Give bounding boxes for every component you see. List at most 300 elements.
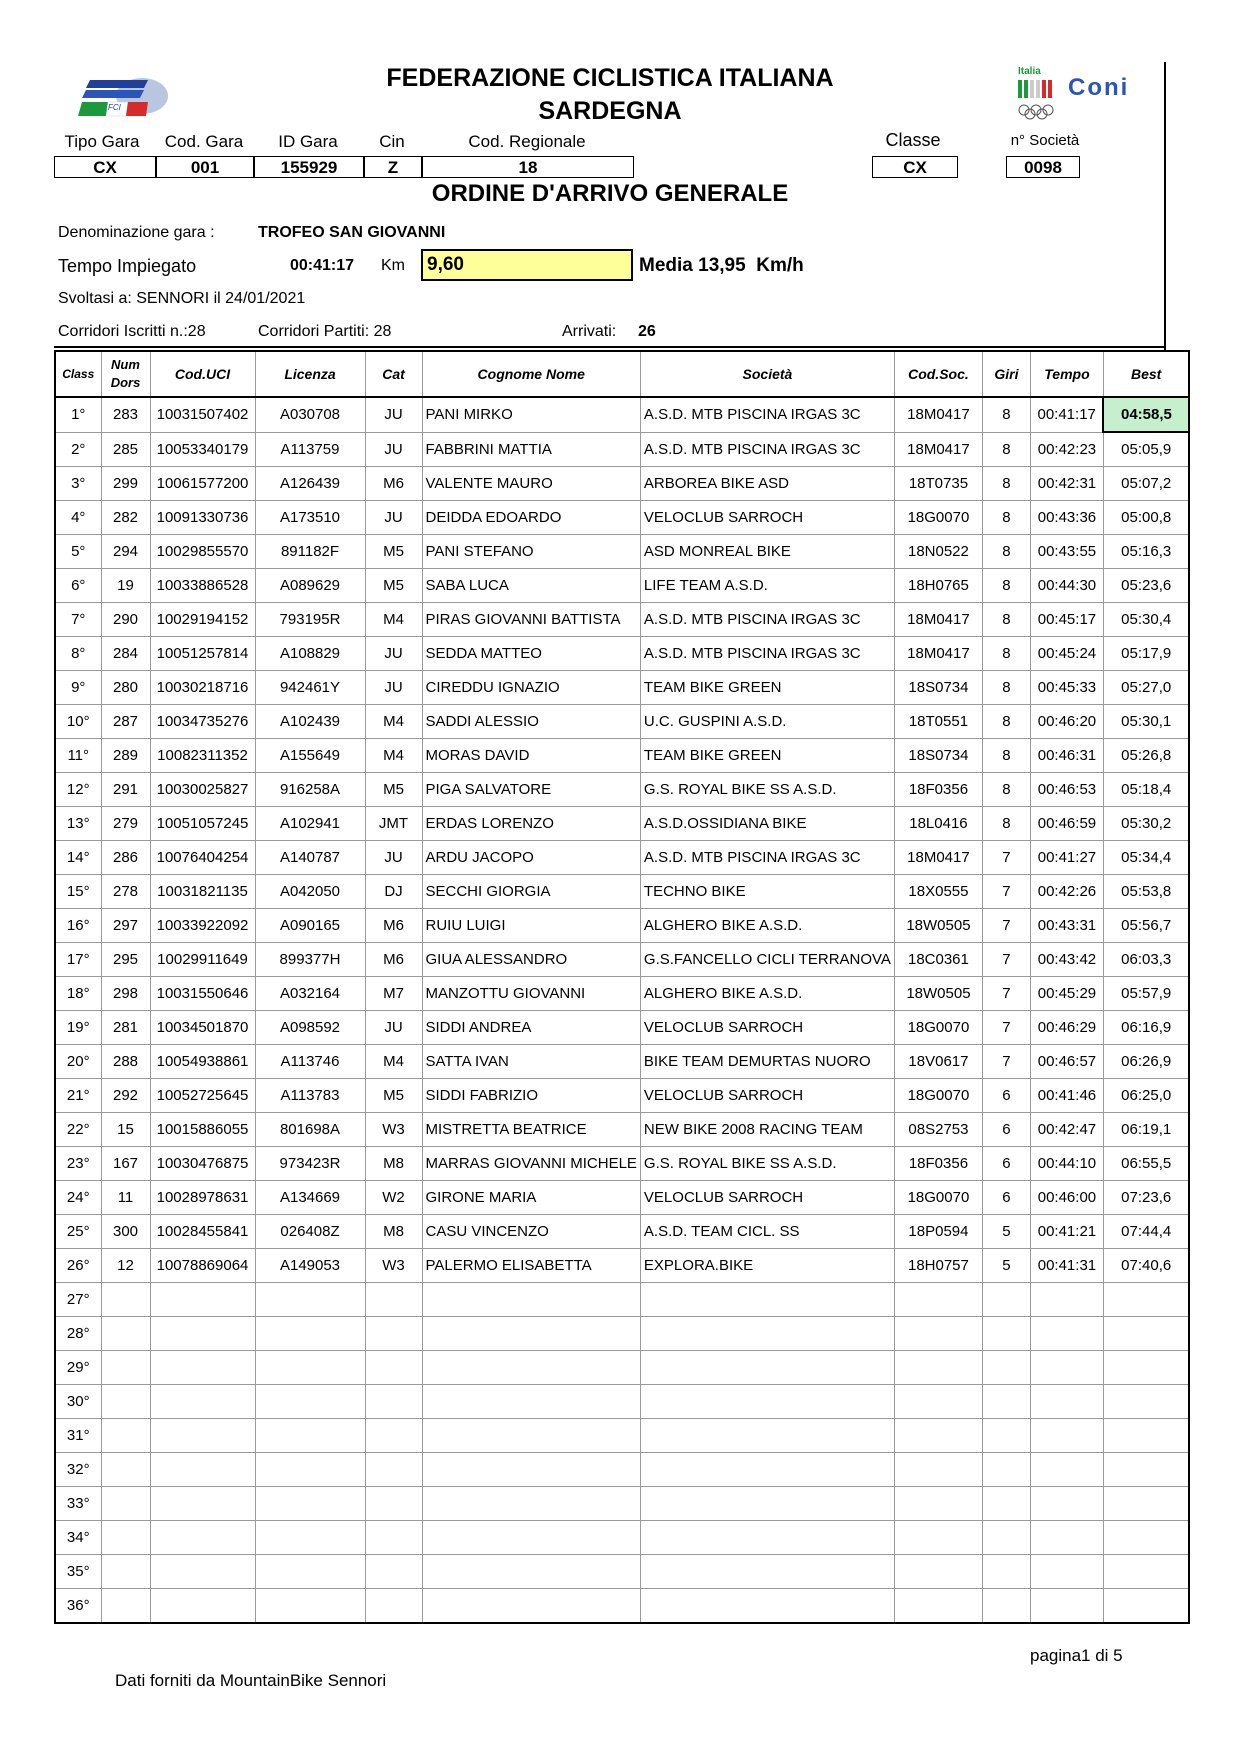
cell-licenza bbox=[255, 1487, 365, 1521]
cell-societa bbox=[640, 1589, 894, 1624]
results-table-body bbox=[55, 397, 1189, 1623]
cell-cod-uci: 10030025827 bbox=[150, 773, 255, 807]
cell-best: 04:58,5 bbox=[1103, 397, 1189, 432]
table-row bbox=[55, 807, 1189, 841]
cell-best: 05:00,8 bbox=[1103, 501, 1189, 535]
cell-cat: JU bbox=[365, 671, 422, 705]
cell-class: 7° bbox=[55, 603, 101, 637]
cell-best: 05:30,2 bbox=[1103, 807, 1189, 841]
cell-cat bbox=[365, 1419, 422, 1453]
cell-societa: G.S. ROYAL BIKE SS A.S.D. bbox=[640, 773, 894, 807]
cell-num-dors: 15 bbox=[101, 1113, 150, 1147]
cell-cod-soc: 18F0356 bbox=[894, 1147, 982, 1181]
cell-licenza: A113759 bbox=[255, 432, 365, 467]
cell-cod-soc: 18N0522 bbox=[894, 535, 982, 569]
cod-regionale-value: 18 bbox=[422, 156, 634, 178]
cell-class: 33° bbox=[55, 1487, 101, 1521]
cell-cat: JU bbox=[365, 501, 422, 535]
cell-societa: VELOCLUB SARROCH bbox=[640, 1079, 894, 1113]
cell-cod-soc bbox=[894, 1385, 982, 1419]
cell-giri bbox=[982, 1453, 1030, 1487]
cell-cat: M4 bbox=[365, 603, 422, 637]
cell-class: 28° bbox=[55, 1317, 101, 1351]
cell-giri bbox=[982, 1487, 1030, 1521]
cell-class: 13° bbox=[55, 807, 101, 841]
cell-societa: ASD MONREAL BIKE bbox=[640, 535, 894, 569]
cell-licenza bbox=[255, 1453, 365, 1487]
table-row bbox=[55, 1453, 1189, 1487]
cell-cod-uci: 10091330736 bbox=[150, 501, 255, 535]
cell-licenza bbox=[255, 1385, 365, 1419]
cell-giri bbox=[982, 1521, 1030, 1555]
cell-giri: 7 bbox=[982, 841, 1030, 875]
cell-societa: U.C. GUSPINI A.S.D. bbox=[640, 705, 894, 739]
cell-cod-uci: 10031550646 bbox=[150, 977, 255, 1011]
cell-giri: 7 bbox=[982, 943, 1030, 977]
cell-licenza bbox=[255, 1555, 365, 1589]
cell-cat bbox=[365, 1521, 422, 1555]
cell-num-dors: 287 bbox=[101, 705, 150, 739]
table-row bbox=[55, 1113, 1189, 1147]
cell-tempo: 00:44:10 bbox=[1030, 1147, 1103, 1181]
cell-giri: 6 bbox=[982, 1181, 1030, 1215]
separator-line bbox=[54, 346, 1166, 348]
cell-class: 31° bbox=[55, 1419, 101, 1453]
cell-cod-soc: 18G0070 bbox=[894, 1079, 982, 1113]
classe-label: Classe bbox=[885, 130, 941, 150]
cell-licenza: A098592 bbox=[255, 1011, 365, 1045]
cell-class: 30° bbox=[55, 1385, 101, 1419]
cell-class: 20° bbox=[55, 1045, 101, 1079]
cell-class: 3° bbox=[55, 467, 101, 501]
cell-best: 05:57,9 bbox=[1103, 977, 1189, 1011]
cell-giri: 7 bbox=[982, 909, 1030, 943]
table-row bbox=[55, 1419, 1189, 1453]
cell-tempo: 00:41:21 bbox=[1030, 1215, 1103, 1249]
cell-cod-soc bbox=[894, 1317, 982, 1351]
cell-giri: 8 bbox=[982, 807, 1030, 841]
cell-num-dors: 167 bbox=[101, 1147, 150, 1181]
cell-licenza bbox=[255, 1419, 365, 1453]
cell-best: 06:55,5 bbox=[1103, 1147, 1189, 1181]
cell-cat: W2 bbox=[365, 1181, 422, 1215]
cin-label: Cin bbox=[379, 132, 405, 151]
cell-cognome-nome: GIRONE MARIA bbox=[422, 1181, 640, 1215]
cell-class: 14° bbox=[55, 841, 101, 875]
cell-cod-soc: 18F0356 bbox=[894, 773, 982, 807]
denominazione-label: Denominazione gara : bbox=[58, 224, 215, 241]
cell-class: 25° bbox=[55, 1215, 101, 1249]
cell-licenza: A108829 bbox=[255, 637, 365, 671]
cell-giri: 7 bbox=[982, 1045, 1030, 1079]
tipo-gara-label: Tipo Gara bbox=[64, 132, 140, 151]
cell-cod-uci: 10030218716 bbox=[150, 671, 255, 705]
cell-cat bbox=[365, 1351, 422, 1385]
cell-cod-uci: 10029194152 bbox=[150, 603, 255, 637]
cell-cognome-nome: MORAS DAVID bbox=[422, 739, 640, 773]
arrivati-value: 26 bbox=[638, 323, 656, 340]
table-row bbox=[55, 1215, 1189, 1249]
table-row bbox=[55, 977, 1189, 1011]
cell-class: 9° bbox=[55, 671, 101, 705]
cell-class: 5° bbox=[55, 535, 101, 569]
cell-tempo: 00:44:30 bbox=[1030, 569, 1103, 603]
cell-cat: DJ bbox=[365, 875, 422, 909]
right-border-line bbox=[1164, 62, 1166, 352]
table-row bbox=[55, 397, 1189, 432]
cell-licenza: A089629 bbox=[255, 569, 365, 603]
cell-licenza: 973423R bbox=[255, 1147, 365, 1181]
cell-best: 05:30,4 bbox=[1103, 603, 1189, 637]
cell-cognome-nome: PIGA SALVATORE bbox=[422, 773, 640, 807]
header-cod-soc: Cod.Soc. bbox=[894, 351, 982, 397]
cell-cat bbox=[365, 1487, 422, 1521]
cell-cod-uci: 10082311352 bbox=[150, 739, 255, 773]
cell-cod-uci: 10030476875 bbox=[150, 1147, 255, 1181]
cell-giri: 5 bbox=[982, 1249, 1030, 1283]
table-row bbox=[55, 1181, 1189, 1215]
cell-societa: TEAM BIKE GREEN bbox=[640, 739, 894, 773]
cell-cod-uci: 10078869064 bbox=[150, 1249, 255, 1283]
cell-tempo: 00:46:20 bbox=[1030, 705, 1103, 739]
report-subtitle: ORDINE D'ARRIVO GENERALE bbox=[431, 180, 789, 207]
cell-best: 05:53,8 bbox=[1103, 875, 1189, 909]
table-row bbox=[55, 739, 1189, 773]
cell-class: 18° bbox=[55, 977, 101, 1011]
cell-cognome-nome: PANI MIRKO bbox=[422, 397, 640, 432]
cell-num-dors: 19 bbox=[101, 569, 150, 603]
cell-tempo bbox=[1030, 1453, 1103, 1487]
cell-cod-uci: 10033886528 bbox=[150, 569, 255, 603]
cell-societa bbox=[640, 1317, 894, 1351]
cell-cod-soc bbox=[894, 1521, 982, 1555]
cell-best: 05:05,9 bbox=[1103, 432, 1189, 467]
cell-num-dors: 297 bbox=[101, 909, 150, 943]
cell-best: 05:27,0 bbox=[1103, 671, 1189, 705]
cell-licenza bbox=[255, 1351, 365, 1385]
cell-cognome-nome: MISTRETTA BEATRICE bbox=[422, 1113, 640, 1147]
header-num-dors: Num Dors bbox=[101, 351, 150, 397]
cell-giri: 8 bbox=[982, 432, 1030, 467]
partiti-text: Corridori Partiti: 28 bbox=[258, 323, 392, 340]
cell-tempo: 00:45:17 bbox=[1030, 603, 1103, 637]
cell-giri: 6 bbox=[982, 1113, 1030, 1147]
cell-licenza: 891182F bbox=[255, 535, 365, 569]
cell-cognome-nome: SABA LUCA bbox=[422, 569, 640, 603]
cell-cat: M8 bbox=[365, 1147, 422, 1181]
cell-giri: 7 bbox=[982, 977, 1030, 1011]
cell-num-dors bbox=[101, 1419, 150, 1453]
table-row bbox=[55, 501, 1189, 535]
cell-best bbox=[1103, 1317, 1189, 1351]
cell-cat: JU bbox=[365, 1011, 422, 1045]
cell-giri: 8 bbox=[982, 773, 1030, 807]
cell-licenza: 801698A bbox=[255, 1113, 365, 1147]
cell-cod-uci: 10028455841 bbox=[150, 1215, 255, 1249]
cell-cod-soc bbox=[894, 1419, 982, 1453]
cell-cognome-nome: PALERMO ELISABETTA bbox=[422, 1249, 640, 1283]
cell-best: 06:16,9 bbox=[1103, 1011, 1189, 1045]
cell-cod-soc: 18G0070 bbox=[894, 1181, 982, 1215]
cell-num-dors: 288 bbox=[101, 1045, 150, 1079]
cell-num-dors: 285 bbox=[101, 432, 150, 467]
cell-tempo: 00:45:24 bbox=[1030, 637, 1103, 671]
cell-cognome-nome: SIDDI ANDREA bbox=[422, 1011, 640, 1045]
cell-best: 05:18,4 bbox=[1103, 773, 1189, 807]
cell-societa: A.S.D. MTB PISCINA IRGAS 3C bbox=[640, 841, 894, 875]
cell-cognome-nome: VALENTE MAURO bbox=[422, 467, 640, 501]
cell-societa: A.S.D. MTB PISCINA IRGAS 3C bbox=[640, 637, 894, 671]
header-cod-uci: Cod.UCI bbox=[150, 351, 255, 397]
cell-num-dors: 300 bbox=[101, 1215, 150, 1249]
fci-logo-text: FCI bbox=[108, 103, 121, 112]
cell-cat bbox=[365, 1385, 422, 1419]
cell-cognome-nome bbox=[422, 1521, 640, 1555]
cell-best: 06:26,9 bbox=[1103, 1045, 1189, 1079]
cell-tempo: 00:43:31 bbox=[1030, 909, 1103, 943]
cell-societa: ALGHERO BIKE A.S.D. bbox=[640, 909, 894, 943]
cell-class: 19° bbox=[55, 1011, 101, 1045]
cell-cognome-nome bbox=[422, 1317, 640, 1351]
cell-giri bbox=[982, 1419, 1030, 1453]
cell-cod-uci bbox=[150, 1487, 255, 1521]
cell-tempo bbox=[1030, 1521, 1103, 1555]
cell-licenza: A032164 bbox=[255, 977, 365, 1011]
cell-cat: M5 bbox=[365, 773, 422, 807]
cell-licenza bbox=[255, 1283, 365, 1317]
cell-class: 27° bbox=[55, 1283, 101, 1317]
cell-cod-soc: 18G0070 bbox=[894, 501, 982, 535]
cell-cod-soc bbox=[894, 1589, 982, 1624]
cell-societa bbox=[640, 1351, 894, 1385]
cell-cat: M5 bbox=[365, 1079, 422, 1113]
cell-societa: A.S.D. TEAM CICL. SS bbox=[640, 1215, 894, 1249]
table-row bbox=[55, 1147, 1189, 1181]
olympic-rings-icon bbox=[1016, 104, 1062, 120]
cell-tempo: 00:46:59 bbox=[1030, 807, 1103, 841]
cell-cod-soc: 18H0757 bbox=[894, 1249, 982, 1283]
cell-best bbox=[1103, 1385, 1189, 1419]
cell-cat: M6 bbox=[365, 943, 422, 977]
cell-giri: 8 bbox=[982, 501, 1030, 535]
cell-tempo: 00:42:31 bbox=[1030, 467, 1103, 501]
cell-class: 4° bbox=[55, 501, 101, 535]
cell-tempo: 00:42:23 bbox=[1030, 432, 1103, 467]
cell-tempo: 00:46:31 bbox=[1030, 739, 1103, 773]
cell-best bbox=[1103, 1589, 1189, 1624]
cell-cat: W3 bbox=[365, 1113, 422, 1147]
cell-licenza: A155649 bbox=[255, 739, 365, 773]
cell-societa: VELOCLUB SARROCH bbox=[640, 1181, 894, 1215]
cell-cod-soc: 18M0417 bbox=[894, 637, 982, 671]
iscritti-text: Corridori Iscritti n.:28 bbox=[58, 323, 206, 340]
header-cognome-nome: Cognome Nome bbox=[422, 351, 640, 397]
cell-cat bbox=[365, 1317, 422, 1351]
cell-cod-soc bbox=[894, 1351, 982, 1385]
cell-tempo: 00:46:29 bbox=[1030, 1011, 1103, 1045]
cell-class: 36° bbox=[55, 1589, 101, 1624]
table-row bbox=[55, 569, 1189, 603]
cell-cod-soc: 18S0734 bbox=[894, 739, 982, 773]
cell-cod-soc bbox=[894, 1453, 982, 1487]
cell-societa: BIKE TEAM DEMURTAS NUORO bbox=[640, 1045, 894, 1079]
cell-best bbox=[1103, 1487, 1189, 1521]
cell-cat: W3 bbox=[365, 1249, 422, 1283]
cell-societa: EXPLORA.BIKE bbox=[640, 1249, 894, 1283]
cell-societa: LIFE TEAM A.S.D. bbox=[640, 569, 894, 603]
cell-tempo: 00:42:47 bbox=[1030, 1113, 1103, 1147]
table-row bbox=[55, 1521, 1189, 1555]
cell-cod-uci: 10031821135 bbox=[150, 875, 255, 909]
header-licenza: Licenza bbox=[255, 351, 365, 397]
cell-best bbox=[1103, 1453, 1189, 1487]
cell-tempo bbox=[1030, 1555, 1103, 1589]
cell-licenza bbox=[255, 1521, 365, 1555]
cell-cognome-nome: CIREDDU IGNAZIO bbox=[422, 671, 640, 705]
cell-cognome-nome: RUIU LUIGI bbox=[422, 909, 640, 943]
tipo-gara-value: CX bbox=[54, 156, 156, 178]
cell-giri: 8 bbox=[982, 637, 1030, 671]
cell-licenza: 899377H bbox=[255, 943, 365, 977]
tempo-label: Tempo Impiegato bbox=[58, 256, 197, 276]
cell-giri: 8 bbox=[982, 535, 1030, 569]
cell-cod-soc: 18X0555 bbox=[894, 875, 982, 909]
cell-cod-uci: 10029911649 bbox=[150, 943, 255, 977]
cell-cod-uci bbox=[150, 1283, 255, 1317]
cell-cod-uci: 10076404254 bbox=[150, 841, 255, 875]
table-row bbox=[55, 1385, 1189, 1419]
cell-cod-uci: 10034501870 bbox=[150, 1011, 255, 1045]
cell-cod-soc: 18W0505 bbox=[894, 909, 982, 943]
cell-cognome-nome: ARDU JACOPO bbox=[422, 841, 640, 875]
table-row bbox=[55, 1487, 1189, 1521]
cell-cod-soc: 18S0734 bbox=[894, 671, 982, 705]
coni-logo-text: Coni bbox=[1068, 74, 1130, 101]
cell-licenza: A113746 bbox=[255, 1045, 365, 1079]
cell-societa: NEW BIKE 2008 RACING TEAM bbox=[640, 1113, 894, 1147]
cell-best bbox=[1103, 1283, 1189, 1317]
denominazione-value: TROFEO SAN GIOVANNI bbox=[258, 224, 446, 241]
cell-cognome-nome: FABBRINI MATTIA bbox=[422, 432, 640, 467]
cell-cod-uci: 10029855570 bbox=[150, 535, 255, 569]
cell-cat: M6 bbox=[365, 467, 422, 501]
cell-licenza: 026408Z bbox=[255, 1215, 365, 1249]
cell-cat: M4 bbox=[365, 1045, 422, 1079]
cell-cat: JU bbox=[365, 637, 422, 671]
cell-class: 16° bbox=[55, 909, 101, 943]
cell-cod-uci bbox=[150, 1521, 255, 1555]
table-row bbox=[55, 1079, 1189, 1113]
cell-num-dors: 299 bbox=[101, 467, 150, 501]
header-tempo: Tempo bbox=[1030, 351, 1103, 397]
table-row bbox=[55, 671, 1189, 705]
cell-best: 06:25,0 bbox=[1103, 1079, 1189, 1113]
cell-class: 26° bbox=[55, 1249, 101, 1283]
cell-cod-uci bbox=[150, 1555, 255, 1589]
cell-class: 29° bbox=[55, 1351, 101, 1385]
cell-best: 05:23,6 bbox=[1103, 569, 1189, 603]
cell-cat: M4 bbox=[365, 705, 422, 739]
cell-num-dors bbox=[101, 1555, 150, 1589]
cell-giri: 7 bbox=[982, 875, 1030, 909]
cell-num-dors: 286 bbox=[101, 841, 150, 875]
cell-cod-uci: 10028978631 bbox=[150, 1181, 255, 1215]
cell-tempo bbox=[1030, 1317, 1103, 1351]
cell-cod-uci: 10015886055 bbox=[150, 1113, 255, 1147]
cell-num-dors: 282 bbox=[101, 501, 150, 535]
table-row bbox=[55, 1317, 1189, 1351]
km-label: Km bbox=[381, 257, 405, 274]
cell-cognome-nome: MARRAS GIOVANNI MICHELE bbox=[422, 1147, 640, 1181]
cell-tempo: 00:41:46 bbox=[1030, 1079, 1103, 1113]
cell-giri: 6 bbox=[982, 1079, 1030, 1113]
cell-num-dors: 290 bbox=[101, 603, 150, 637]
cell-cognome-nome: GIUA ALESSANDRO bbox=[422, 943, 640, 977]
cell-class: 23° bbox=[55, 1147, 101, 1181]
cell-best bbox=[1103, 1351, 1189, 1385]
table-row bbox=[55, 603, 1189, 637]
coni-logo-top: Italia bbox=[1018, 66, 1041, 77]
n-societa-value: 0098 bbox=[1006, 156, 1080, 178]
cell-cat: M8 bbox=[365, 1215, 422, 1249]
cell-best: 05:07,2 bbox=[1103, 467, 1189, 501]
cell-cod-soc: 18T0735 bbox=[894, 467, 982, 501]
coni-logo bbox=[1012, 66, 1136, 122]
cell-giri: 7 bbox=[982, 1011, 1030, 1045]
cell-giri: 8 bbox=[982, 603, 1030, 637]
cell-class: 21° bbox=[55, 1079, 101, 1113]
cell-cod-soc: 18M0417 bbox=[894, 432, 982, 467]
cell-societa: ALGHERO BIKE A.S.D. bbox=[640, 977, 894, 1011]
cell-cat: M7 bbox=[365, 977, 422, 1011]
table-row bbox=[55, 1555, 1189, 1589]
cell-giri: 8 bbox=[982, 397, 1030, 432]
cell-cognome-nome bbox=[422, 1555, 640, 1589]
cell-tempo: 00:41:27 bbox=[1030, 841, 1103, 875]
cell-num-dors: 12 bbox=[101, 1249, 150, 1283]
table-row bbox=[55, 637, 1189, 671]
cell-cognome-nome: DEIDDA EDOARDO bbox=[422, 501, 640, 535]
cell-cognome-nome bbox=[422, 1453, 640, 1487]
cell-tempo: 00:43:42 bbox=[1030, 943, 1103, 977]
table-row bbox=[55, 1283, 1189, 1317]
cell-num-dors bbox=[101, 1589, 150, 1624]
cell-class: 11° bbox=[55, 739, 101, 773]
cell-best: 05:26,8 bbox=[1103, 739, 1189, 773]
cell-societa: VELOCLUB SARROCH bbox=[640, 501, 894, 535]
cell-cod-uci: 10053340179 bbox=[150, 432, 255, 467]
cell-societa: A.S.D.OSSIDIANA BIKE bbox=[640, 807, 894, 841]
cell-licenza: 793195R bbox=[255, 603, 365, 637]
cell-class: 32° bbox=[55, 1453, 101, 1487]
cell-class: 17° bbox=[55, 943, 101, 977]
cell-giri: 8 bbox=[982, 705, 1030, 739]
cell-best bbox=[1103, 1555, 1189, 1589]
cell-licenza bbox=[255, 1589, 365, 1624]
cell-cognome-nome: PIRAS GIOVANNI BATTISTA bbox=[422, 603, 640, 637]
page-number: pagina1 di 5 bbox=[1030, 1646, 1123, 1665]
cell-societa bbox=[640, 1283, 894, 1317]
cell-societa: VELOCLUB SARROCH bbox=[640, 1011, 894, 1045]
cell-licenza bbox=[255, 1317, 365, 1351]
cell-cognome-nome bbox=[422, 1419, 640, 1453]
cell-societa: A.S.D. MTB PISCINA IRGAS 3C bbox=[640, 603, 894, 637]
cell-giri: 8 bbox=[982, 671, 1030, 705]
cell-cognome-nome: MANZOTTU GIOVANNI bbox=[422, 977, 640, 1011]
cell-num-dors: 283 bbox=[101, 397, 150, 432]
cell-cod-uci: 10033922092 bbox=[150, 909, 255, 943]
table-row bbox=[55, 841, 1189, 875]
